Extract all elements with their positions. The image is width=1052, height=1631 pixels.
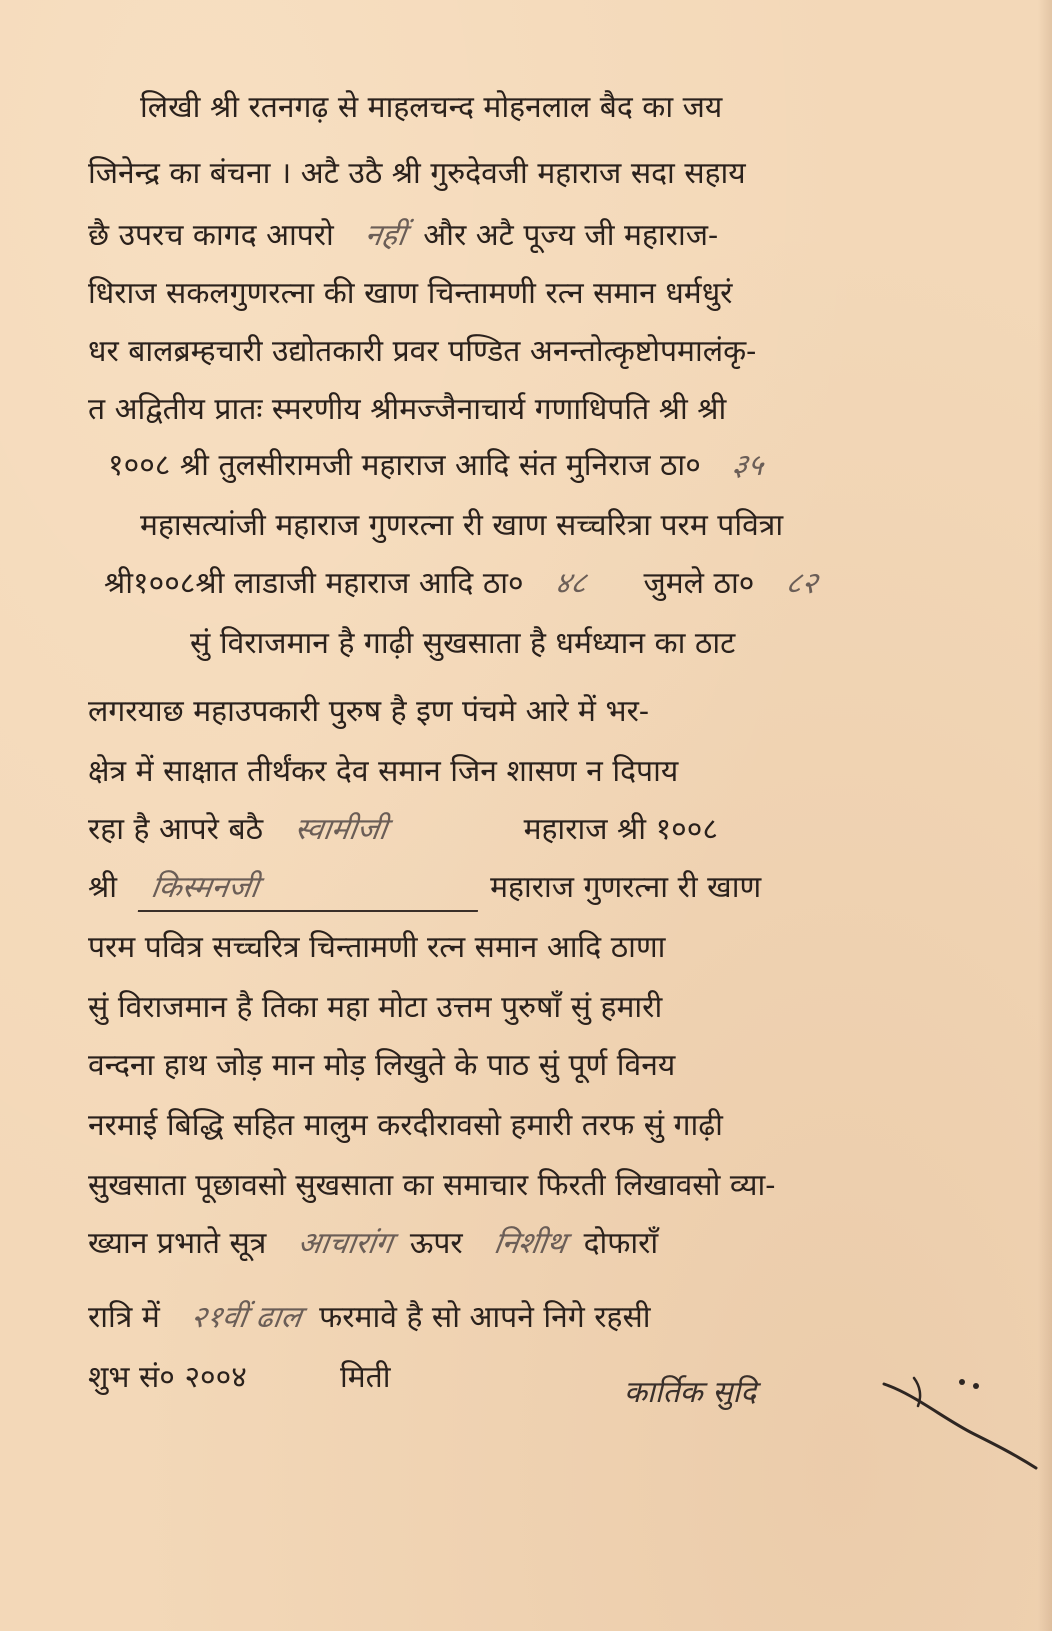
text-line-8	[140, 500, 1028, 552]
text-line-11	[88, 686, 1028, 738]
text-segment: सुं विराजमान है तिका महा मोटा उत्तम पुरुषाँ सुं हमारी	[88, 990, 663, 1025]
text-segment: महाराज गुणरत्ना री खाण	[490, 870, 762, 905]
text-segment: लिखी श्री रतनगढ़ से माहलचन्द मोहनलाल बैद का जय	[140, 90, 723, 125]
handwritten-entry: ८२	[783, 566, 820, 601]
text-segment: मिती	[339, 1360, 391, 1395]
text-segment: फरमावे है सो आपने निगे रहसी	[319, 1300, 651, 1335]
text-line-10	[190, 618, 1028, 670]
text-line-9	[104, 558, 1044, 610]
handwritten-entry: नहीं	[362, 218, 409, 253]
text-line-20	[88, 1218, 1028, 1270]
text-line-14	[88, 862, 1028, 914]
text-segment: और अटै पूज्य जी महाराज-	[423, 218, 719, 253]
text-segment: ऊपर	[409, 1226, 463, 1261]
text-segment: महासत्यांजी महाराज गुणरत्ना री खाण सच्चरित्रा परम पवित्रा	[140, 508, 784, 543]
text-segment: १००८ श्री तुलसीरामजी महाराज आदि संत मुनिराज ठा०	[108, 448, 701, 483]
text-segment: महाराज श्री १००८	[523, 812, 718, 847]
text-line-7	[108, 440, 1048, 492]
text-segment: रहा है आपरे बठै	[88, 812, 264, 847]
handwritten-entry: ४८	[552, 566, 589, 601]
text-line-13	[88, 804, 1028, 856]
handwritten-entry: स्वामीजी	[292, 812, 389, 847]
text-line-17	[88, 1040, 1028, 1092]
text-segment: दोफाराँ	[583, 1226, 659, 1261]
handwritten-entry: २१वीं ढाल	[189, 1300, 305, 1335]
text-line-19	[88, 1160, 1028, 1212]
text-line-1	[140, 82, 1028, 134]
text-segment: त अद्वितीय प्रातः स्मरणीय श्रीमज्जैनाचार्य गणाधिपति श्री श्री	[88, 392, 727, 427]
text-line-2	[88, 148, 1028, 200]
handwritten-entry: कार्तिक सुदि	[624, 1375, 757, 1410]
text-segment: धिराज सकलगुणरत्ना की खाण चिन्तामणी रत्न समान धर्मधुरं	[88, 276, 733, 311]
text-segment: जुमले ठा०	[643, 566, 755, 601]
text-line-16	[88, 982, 1028, 1034]
text-segment: परम पवित्र सच्चरित्र चिन्तामणी रत्न समान आदि ठाणा	[88, 930, 666, 965]
handwritten-entry: निशीथ	[491, 1226, 569, 1261]
handwritten-entry: किस्मनजी	[137, 866, 483, 912]
text-line-15	[88, 922, 1028, 974]
text-segment: सुखसाता पूछावसो सुखसाता का समाचार फिरती लिखावसो व्या-	[88, 1168, 776, 1203]
text-segment: क्षेत्र में साक्षात तीर्थंकर देव समान जिन शासण न दिपाय	[88, 754, 679, 789]
text-segment: वन्दना हाथ जोड़ मान मोड़ लिखुते के पाठ सुं पूर्ण विनय	[88, 1048, 676, 1083]
text-line-22	[88, 1352, 588, 1404]
text-line-6	[88, 384, 1028, 436]
text-segment: नरमाई बिद्धि सहित मालुम करदीरावसो हमारी तरफ सुं गाढ़ी	[88, 1108, 723, 1143]
text-segment: लगरयाछ महाउपकारी पुरुष है इण पंचमे आरे में भर-	[88, 694, 650, 729]
text-line-12	[88, 746, 1028, 798]
text-line-5	[88, 326, 1028, 378]
text-line-21	[88, 1292, 1028, 1344]
text-segment: जिनेन्द्र का बंचना । अटै उठै श्री गुरुदेवजी महाराज सदा सहाय	[88, 156, 746, 191]
text-segment: ख्यान प्रभाते सूत्र	[88, 1226, 267, 1261]
text-segment: रात्रि में	[88, 1300, 160, 1335]
text-line-3	[88, 210, 1028, 262]
text-segment: सुं विराजमान है गाढ़ी सुखसाता है धर्मध्यान का ठाट	[190, 626, 736, 661]
handwritten-date-signature	[584, 1364, 1044, 1474]
text-line-4	[88, 268, 1028, 320]
handwritten-entry: ३५	[729, 448, 767, 483]
text-line-18	[88, 1100, 1028, 1152]
text-segment: छै उपरच कागद आपरो	[88, 218, 334, 253]
text-segment: श्री	[88, 870, 118, 905]
text-segment: श्री१००८श्री लाडाजी महाराज आदि ठा०	[104, 566, 524, 601]
text-segment: धर बालब्रम्हचारी उद्योतकारी प्रवर पण्डित अनन्तोत्कृष्टोपमालंकृ-	[88, 334, 757, 369]
handwritten-entry: आचारांग	[295, 1226, 395, 1261]
text-segment: शुभ सं० २००४	[88, 1360, 247, 1395]
